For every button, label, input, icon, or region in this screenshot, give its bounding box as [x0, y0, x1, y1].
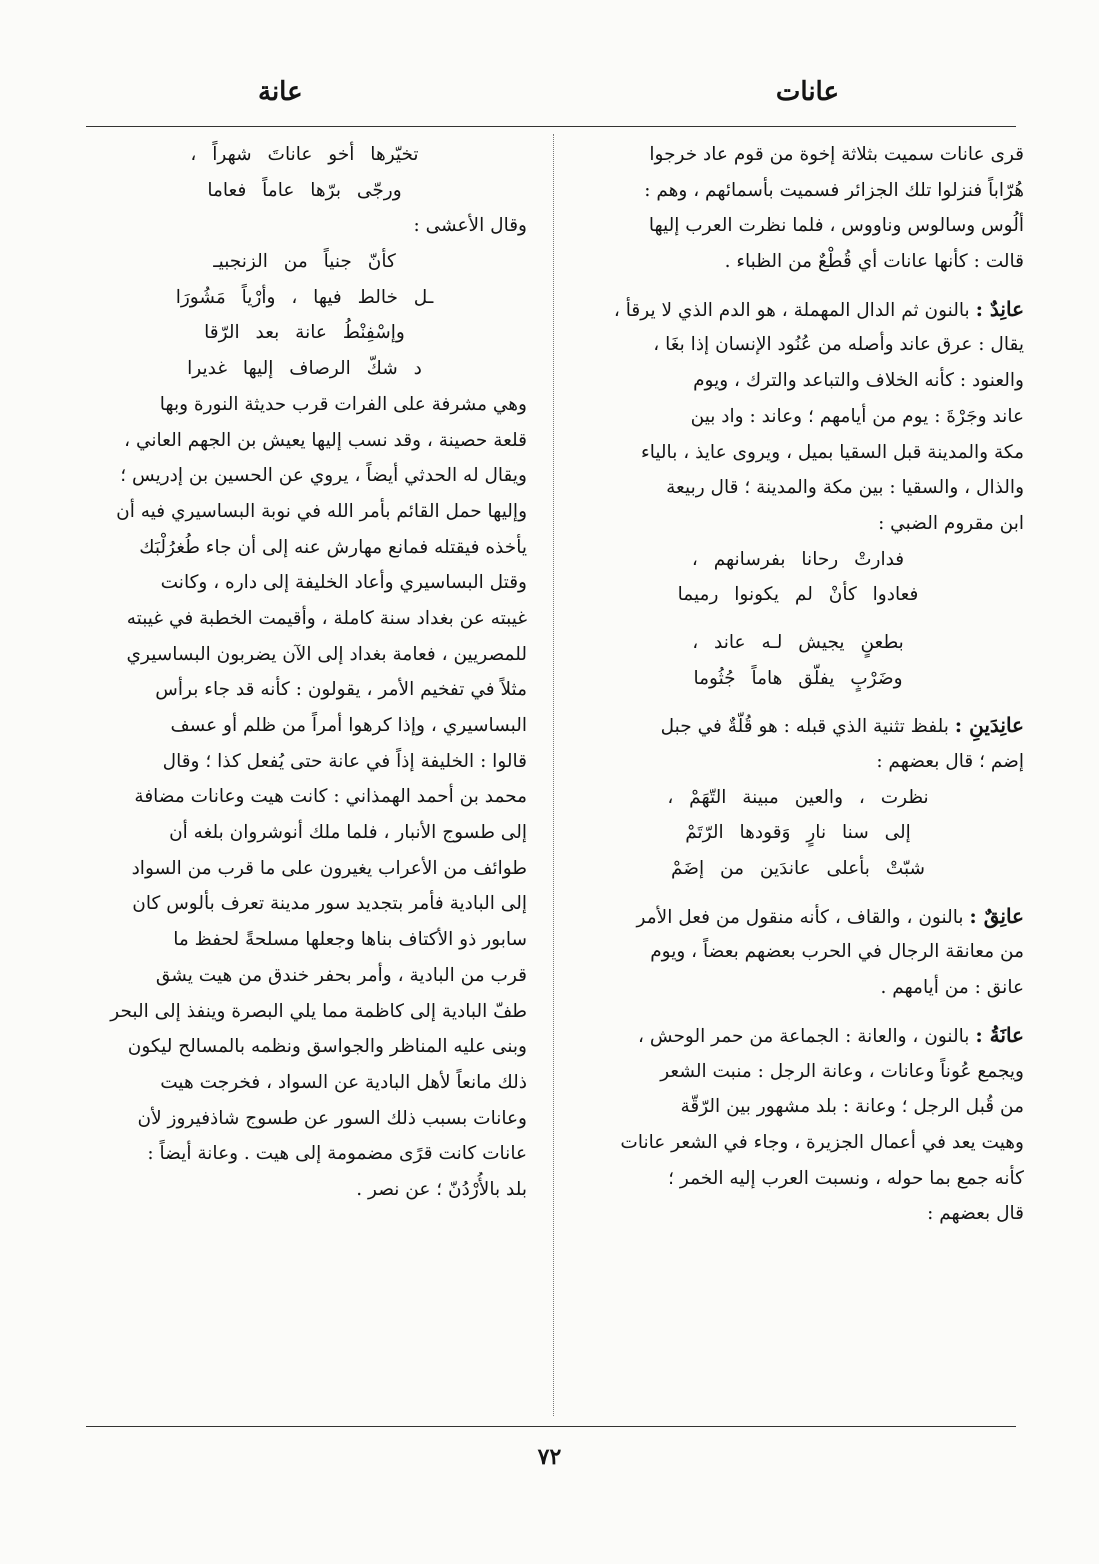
line-text: قالت : كأنها عانات أي قُطْعٌ من الظباء . [724, 251, 1024, 273]
verse-line: ـل خالط فيها ، وأرْياً مَشُورَا [175, 286, 434, 308]
line-text: عاند وجَرْةَ : يوم من أيامهم ؛ وعاند : واد بين [690, 405, 1024, 427]
line-text: وعانات بسبب ذلك السور عن طسوج شاذفيروز لأن [137, 1107, 527, 1129]
line-text: قرى عانات سميت بثلاثة إخوة من قوم عاد خرجوا [649, 144, 1024, 165]
text-line [82, 922, 527, 958]
text-line [82, 423, 527, 459]
text-line [572, 1089, 1024, 1125]
verse-line: د شكّ الرصاف إليها غديرا [187, 358, 422, 380]
paragraph-gap [572, 613, 1024, 625]
page-number: ٧٢ [537, 1444, 562, 1470]
line-text: قلعة حصينة ، وقد نسب إليها يعيش بن الجهم العاني ، [124, 429, 527, 451]
line-text: وقال الأعشى : [413, 215, 527, 237]
text-line [82, 1029, 527, 1065]
text-line [82, 779, 527, 815]
text-line [82, 458, 527, 494]
text-line [82, 1136, 527, 1172]
text-line [82, 815, 527, 851]
line-text: ألُوس وسالوس وناووس ، فلما نظرت العرب إليها [648, 215, 1024, 237]
line-text: بلفظ تثنية الذي قبله : هو قُلّةٌ في جبل [660, 716, 955, 738]
headword: عانِدَينِ : [954, 713, 1024, 738]
verse-line: إلى سنا نارٍ وَقودها الرّتَمْ [685, 822, 911, 844]
text-line [572, 435, 1024, 471]
text-line [82, 994, 527, 1030]
text-line [572, 1196, 1024, 1232]
line-text: غيبته عن بغداد سنة كاملة ، وأقيمت الخطبة في غيبته [126, 607, 527, 629]
text-line [572, 1125, 1024, 1161]
footer-rule [86, 1426, 1016, 1427]
paragraph-gap [572, 1006, 1024, 1018]
line-text: والعنود : كأنه الخلاف والتباعد والترك ، ويوم [693, 370, 1024, 392]
text-line [572, 244, 1024, 280]
line-text: ويجمع عُوناً وعانات ، وعانة الرجل : منبت الشعر [660, 1060, 1024, 1082]
text-line [572, 363, 1024, 399]
line-text: طفّ البادية إلى كاظمة مما يلي البصرة وينفذ إلى البحر [110, 1000, 527, 1022]
entry-line [572, 292, 1024, 328]
line-text: وهي مشرفة على الفرات قرب حديثة النورة وبها [159, 393, 527, 415]
line-text: كأنه جمع بما حوله ، ونسبت العرب إليه الخمر ؛ [668, 1167, 1024, 1189]
line-text: من قُبل الرجل ؛ وعانة : بلد مشهور بين الرّقّة [680, 1096, 1024, 1118]
text-line [82, 1101, 527, 1137]
line-text: قرب من البادية ، وأمر بحفر خندق من هيت يشق [155, 964, 527, 986]
text-line [572, 399, 1024, 435]
text-line [82, 672, 527, 708]
verse-line: شبّتْ بأعلى عاندَين من إضَمْ [670, 858, 926, 880]
text-line [82, 208, 527, 244]
paragraph-gap [572, 887, 1024, 899]
line-text: مثلاً في تفخيم الأمر ، يقولون : كأنه قد جاء برأس [155, 679, 527, 701]
line-text: بلد بالأُرْدُنّ ؛ عن نصر . [356, 1178, 527, 1200]
text-line [82, 1172, 527, 1208]
text-line [572, 970, 1024, 1006]
text-line [82, 637, 527, 673]
line-text: مكة والمدينة قبل السقيا بميل ، ويروى عايذ ، بالياء [641, 441, 1024, 463]
entry-line [572, 1018, 1024, 1054]
line-text: وهيت يعد في أعمال الجزيرة ، وجاء في الشعر عانات [620, 1131, 1024, 1153]
verse-line: كأنّ جنياً من الزنجبيـ [213, 251, 396, 273]
text-line [572, 506, 1024, 542]
text-line [572, 934, 1024, 970]
line-text: ابن مقروم الضبي : [878, 512, 1024, 534]
text-line [82, 387, 527, 423]
verse-line: ورجّى برّها عاماً فعاما [207, 179, 402, 201]
line-text: من معانقة الرجال في الحرب بعضهم بعضاً ، ويوم [650, 941, 1024, 963]
text-line [82, 601, 527, 637]
verse-line: نظرت ، والعين مبينة التّهَمْ ، [667, 786, 929, 808]
right-column [572, 137, 1024, 1232]
line-text: ويقال له الحدثي أيضاً ، يروي عن الحسين بن إدريس ؛ [120, 465, 527, 487]
text-line [82, 530, 527, 566]
verse-line: فعادوا كأنْ لم يكونوا رميما [677, 584, 919, 606]
paragraph-gap [572, 280, 1024, 292]
text-line [82, 851, 527, 887]
running-header-left: عانة [258, 77, 303, 107]
running-header-right: عانات [775, 77, 839, 107]
line-text: يقال : عرق عاند وأصله من عُنُود الإنسان إذا بغَا ، [653, 334, 1024, 356]
text-line [82, 494, 527, 530]
line-text: بالنون ، والعانة : الجماعة من حمر الوحش ، [638, 1025, 976, 1047]
text-line [572, 1054, 1024, 1090]
entry-line [572, 899, 1024, 935]
text-line [572, 208, 1024, 244]
text-line [572, 470, 1024, 506]
verse-line: تخيّرها أخو عاناتَ شهراً ، [190, 144, 419, 165]
line-text: وإليها حمل القائم بأمر الله في نوبة البساسيري فيه أن [116, 500, 527, 522]
line-text: للمصريين ، فعامة بغداد إلى الآن يضربون البساسيري [126, 643, 527, 665]
line-text: طوائف من الأعراب يغيرون على ما قرب من السواد [131, 857, 527, 879]
line-text: والذال ، والسقيا : بين مكة والمدينة ؛ قال ربيعة [666, 477, 1024, 499]
text-line [82, 1065, 527, 1101]
line-text: محمد بن أحمد الهمذاني : كانت هيت وعانات مضافة [134, 786, 527, 808]
line-text: عانق : من أيامهم . [880, 977, 1024, 999]
line-text: البساسيري ، وإذا كرهوا أمراً من ظلم أو عسف [170, 715, 527, 736]
line-text: وبنى عليه المناظر والجواسق ونظمه بالمسالح ليكون [127, 1036, 527, 1058]
text-line [82, 565, 527, 601]
headword: عانَةُ : [975, 1022, 1024, 1047]
verse-line: وضَرْبٍ يفلّق هاماً جُثُوما [693, 667, 903, 689]
entry-line [572, 708, 1024, 744]
column-divider [553, 134, 554, 1416]
text-line [572, 744, 1024, 780]
text-line [572, 327, 1024, 363]
headword: عانِقٌ : [969, 903, 1024, 928]
text-line [572, 173, 1024, 209]
line-text: بالنون ، والقاف ، كأنه منقول من فعل الأمر [636, 906, 970, 928]
header-rule [86, 126, 1016, 127]
text-line [572, 1161, 1024, 1197]
line-text: إلى البادية فأمر بتجديد سور مدينة تعرف بألوس كان [132, 893, 527, 915]
text-line [82, 958, 527, 994]
left-column [82, 137, 527, 1208]
line-text: قالوا : الخليفة إذاً في عانة حتى يُفعل كذا ؛ وقال [162, 750, 527, 772]
line-text: وقتل البساسيري وأعاد الخليفة إلى داره ، وكانت [160, 572, 527, 594]
line-text: إضم ؛ قال بعضهم : [876, 751, 1024, 772]
text-line [572, 137, 1024, 173]
text-line [82, 744, 527, 780]
line-text: يأخذه فيقتله فمانع مهارش عنه إلى أن جاء طُغرُلْبَك [139, 536, 527, 558]
line-text: عانات كانت قرًى مضمومة إلى هيت . وعانة أيضاً : [147, 1143, 527, 1165]
line-text: بالنون ثم الدال المهملة ، هو الدم الذي لا يرقأ ، [613, 299, 976, 321]
line-text: ذلك مانعاً لأهل البادية عن السواد ، فخرجت هيت [160, 1071, 527, 1093]
paragraph-gap [572, 696, 1024, 708]
verse-line: وإسْفِنْطُ عانة بعد الرّقا [204, 322, 405, 344]
text-line [82, 708, 527, 744]
headword: عانِدٌ : [975, 296, 1024, 321]
verse-line: فدارتْ رحانا بفرسانهم ، [691, 548, 905, 570]
line-text: هُرّاباً فنزلوا تلك الجزائر فسميت بأسمائهم ، وهم : [644, 179, 1024, 201]
verse-line: بطعنٍ يجيش لـه عاند ، [692, 631, 904, 653]
text-line [82, 886, 527, 922]
line-text: سابور ذو الأكتاف بناها وجعلها مسلحةً لحفظ ما [173, 929, 527, 951]
line-text: قال بعضهم : [927, 1203, 1024, 1225]
line-text: إلى طسوج الأنبار ، فلما ملك أنوشروان بلغه أن [169, 822, 527, 844]
